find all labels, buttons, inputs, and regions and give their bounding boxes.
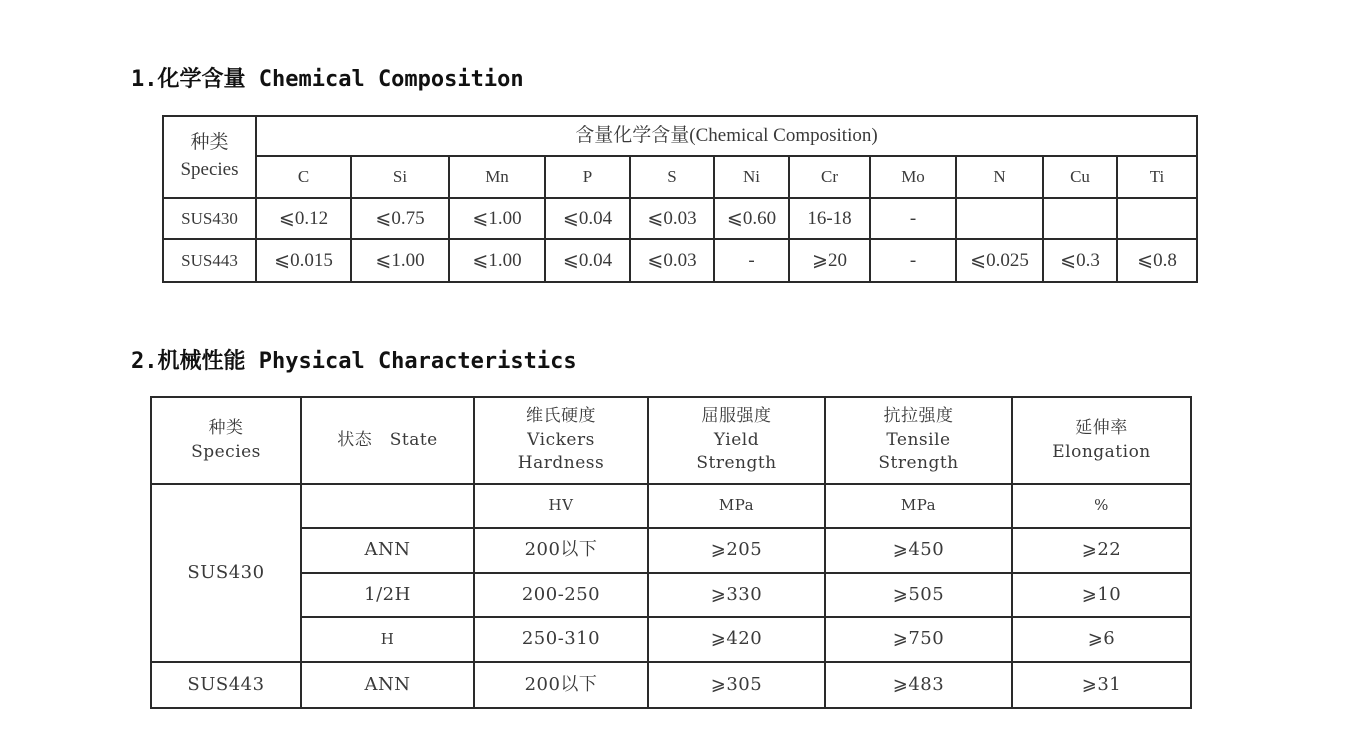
value-cell: ⩽0.12 [256,198,351,239]
elongation-cell: ⩾22 [1012,528,1191,573]
value-cell [956,198,1043,239]
hardness-cell: 250-310 [474,617,648,662]
value-cell [1043,198,1117,239]
elongation-header-cell [1012,397,1191,484]
yield-cell: ⩾305 [648,662,825,708]
table-row [163,239,1197,282]
element-header-s: S [630,156,714,198]
hardness-cell: 200-250 [474,573,648,617]
hardness-header-en1: Vickers [527,429,595,450]
yield-cell: ⩾205 [648,528,825,573]
unit-cell-tensile: MPa [825,484,1012,528]
tensile-cell: ⩾450 [825,528,1012,573]
element-header-si: Si [351,156,449,198]
state-cell: 1/2H [301,573,474,617]
element-header-ni: Ni [714,156,789,198]
value-cell: ⩽1.00 [351,239,449,282]
hardness-header-en2: Hardness [517,453,605,474]
species-header-cn: 种类 [190,132,229,154]
tensile-header-en2: Strength [878,453,959,474]
elongation-header-en: Elongation [1052,441,1151,462]
section-title-chemical-composition: 1.化学含量 Chemical Composition [131,67,524,92]
tensile-header-cell [825,397,1012,484]
species-header-en: Species [180,159,239,180]
grade-cell-sus443: SUS443 [151,662,301,708]
grade-cell: SUS443 [163,239,256,282]
value-cell: ⩽0.03 [630,239,714,282]
value-cell: - [870,198,956,239]
element-header-cr: Cr [789,156,870,198]
value-cell: ⩽0.8 [1117,239,1197,282]
elongation-header-cn: 延伸率 [1075,417,1128,438]
hardness-cell: 200以下 [474,662,648,708]
unit-cell-empty [301,484,474,528]
state-header-cell: 状态 State [301,397,474,484]
species-header-cell [151,397,301,484]
value-cell: ⩾20 [789,239,870,282]
tensile-cell: ⩾483 [825,662,1012,708]
species-header-cell [163,116,256,198]
tensile-header-cn: 抗拉强度 [883,405,954,426]
value-cell: - [870,239,956,282]
element-header-ti: Ti [1117,156,1197,198]
tensile-header-en1: Tensile [886,429,951,450]
yield-header-cell [648,397,825,484]
yield-header-en1: Yield [713,429,760,450]
table-row [151,662,1191,708]
elongation-cell: ⩾31 [1012,662,1191,708]
table-row [151,573,1191,617]
value-cell: ⩽0.60 [714,198,789,239]
unit-cell-hardness: HV [474,484,648,528]
yield-header-cn: 屈服强度 [701,405,772,426]
yield-cell: ⩾420 [648,617,825,662]
value-cell: 16-18 [789,198,870,239]
value-cell: ⩽0.015 [256,239,351,282]
hardness-header-cell [474,397,648,484]
physical-characteristics-table [150,396,1192,709]
state-cell: H [301,617,474,662]
table-row [151,528,1191,573]
chemical-composition-table [162,115,1198,283]
element-header-mn: Mn [449,156,545,198]
elongation-cell: ⩾10 [1012,573,1191,617]
grade-cell-sus430: SUS430 [151,484,301,662]
unit-cell-yield: MPa [648,484,825,528]
yield-header-en2: Strength [696,453,777,474]
species-header-cn: 种类 [208,417,244,438]
grade-cell: SUS430 [163,198,256,239]
element-header-mo: Mo [870,156,956,198]
state-cell: ANN [301,662,474,708]
tensile-cell: ⩾750 [825,617,1012,662]
section-title-physical-characteristics: 2.机械性能 Physical Characteristics [131,349,577,374]
element-header-p: P [545,156,630,198]
value-cell: - [714,239,789,282]
tensile-cell: ⩾505 [825,573,1012,617]
value-cell [1117,198,1197,239]
value-cell: ⩽0.03 [630,198,714,239]
element-header-n: N [956,156,1043,198]
composition-header: 含量化学含量(Chemical Composition) [256,116,1197,156]
species-header-en: Species [191,441,261,462]
header-row [151,397,1191,484]
value-cell: ⩽0.75 [351,198,449,239]
hardness-cell: 200以下 [474,528,648,573]
value-cell: ⩽0.04 [545,239,630,282]
hardness-header-cn: 维氏硬度 [526,405,596,426]
yield-cell: ⩾330 [648,573,825,617]
value-cell: ⩽0.025 [956,239,1043,282]
value-cell: ⩽0.04 [545,198,630,239]
element-header-c: C [256,156,351,198]
state-cell: ANN [301,528,474,573]
units-row [151,484,1191,528]
value-cell: ⩽1.00 [449,239,545,282]
table-row [151,617,1191,662]
table-row [163,198,1197,239]
element-header-cu: Cu [1043,156,1117,198]
value-cell: ⩽0.3 [1043,239,1117,282]
unit-cell-elongation: % [1012,484,1191,528]
value-cell: ⩽1.00 [449,198,545,239]
elongation-cell: ⩾6 [1012,617,1191,662]
